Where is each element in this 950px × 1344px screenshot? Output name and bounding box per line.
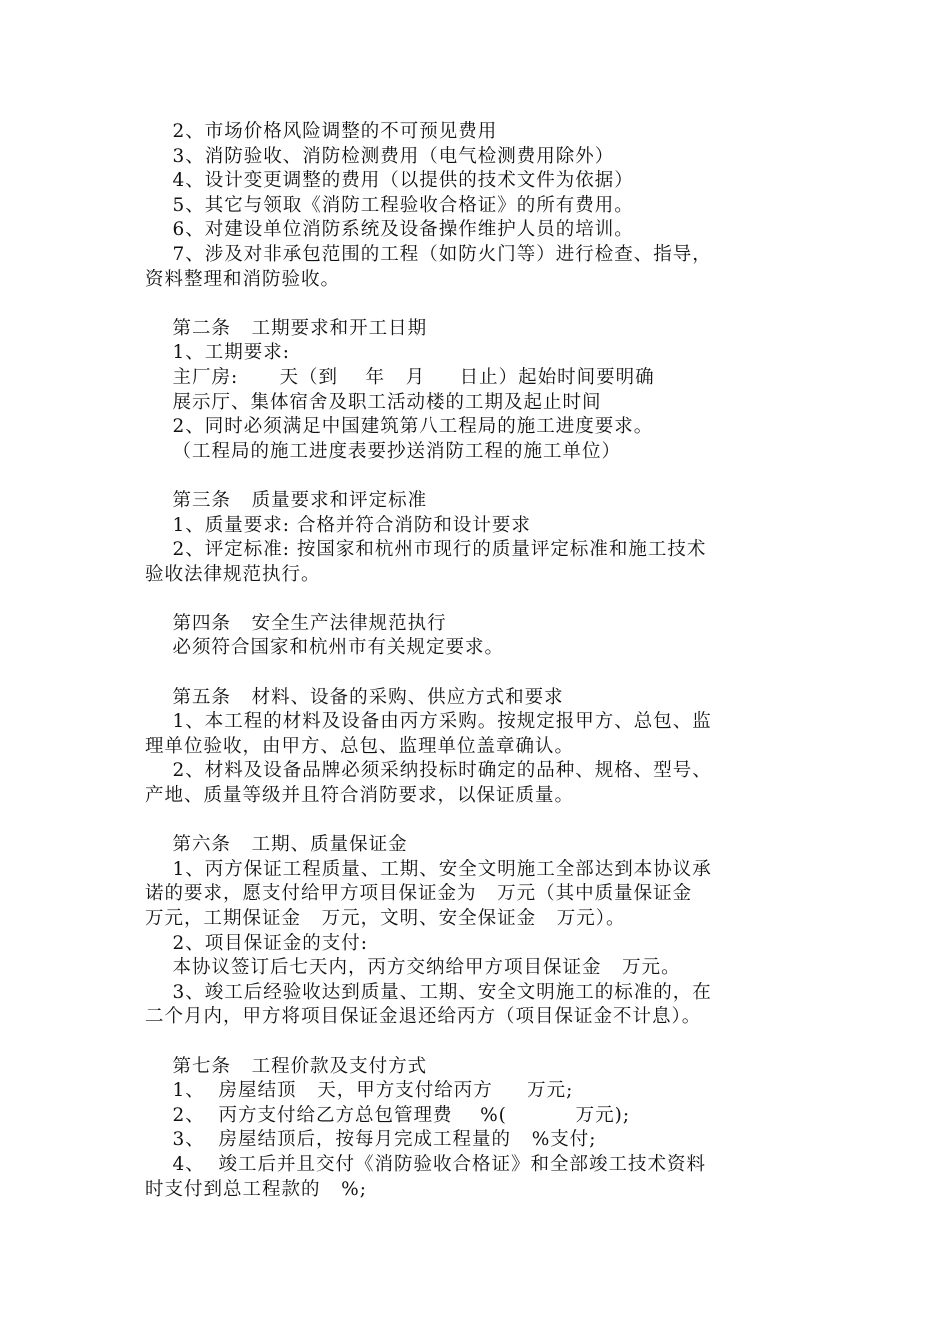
text-line: 资料整理和消防验收。 (145, 268, 341, 290)
text-line: 1、 房屋结顶 天，甲方支付给丙方 万元; (145, 1080, 574, 1102)
text-line: 1、本工程的材料及设备由丙方采购。按规定报甲方、总包、监 (145, 711, 712, 733)
document-body (145, 120, 810, 1202)
text-line: （工程局的施工进度表要抄送消防工程的施工单位） (145, 440, 622, 462)
text-line: 2、市场价格风险调整的不可预见费用 (145, 121, 498, 142)
text-line: 产地、质量等级并且符合消防要求，以保证质量。 (145, 785, 575, 807)
text-line: 2、材料及设备品牌必须采纳投标时确定的品种、规格、型号、 (145, 760, 712, 782)
text-line: 理单位验收，由甲方、总包、监理单位盖章确认。 (145, 735, 575, 757)
text-line: 4、 竣工后并且交付《消防验收合格证》和全部竣工技术资料 (145, 1153, 707, 1175)
text-line: 5、其它与领取《消防工程验收合格证》的所有费用。 (145, 194, 634, 216)
text-line: 3、消防验收、消防检测费用（电气检测费用除外） (145, 145, 615, 167)
text-line: 本协议签订后七天内，丙方交纳给甲方项目保证金 万元。 (145, 957, 681, 979)
text-line: 1、工期要求: (145, 342, 291, 364)
text-line: 1、丙方保证工程质量、工期、安全文明施工全部达到本协议承 (145, 858, 712, 880)
text-line: 2、评定标准: 按国家和杭州市现行的质量评定标准和施工技术 (145, 539, 707, 561)
paragraph-gap (145, 292, 810, 317)
text-line: 必须符合国家和杭州市有关规定要求。 (145, 637, 505, 659)
text-line: 万元，工期保证金 万元，文明、安全保证金 万元）。 (145, 908, 626, 929)
article-heading: 第四条 安全生产法律规范执行 (145, 612, 447, 634)
paragraph-gap (145, 661, 810, 686)
text-line: 主厂房: 天（到 年 月 日止）起始时间要明确 (145, 366, 655, 388)
paragraph-gap (145, 809, 810, 834)
text-line: 4、设计变更调整的费用（以提供的技术文件为依据） (145, 170, 634, 192)
paragraph-gap (145, 587, 810, 612)
text-line: 展示厅、集体宿舍及职工活动楼的工期及起止时间 (145, 391, 602, 413)
paragraph-gap (145, 1030, 810, 1055)
article-heading: 第三条 质量要求和评定标准 (145, 489, 428, 511)
text-line: 验收法律规范执行。 (145, 563, 321, 585)
paragraph-gap (145, 464, 810, 489)
article-heading: 第七条 工程价款及支付方式 (145, 1055, 428, 1077)
article-heading: 第六条 工期、质量保证金 (145, 834, 408, 856)
text-line: 3、 房屋结顶后，按每月完成工程量的 %支付; (145, 1129, 597, 1151)
text-line: 3、竣工后经验收达到质量、工期、安全文明施工的标准的，在 (145, 981, 712, 1003)
text-line: 2、 丙方支付给乙方总包管理费 %( 万元); (145, 1104, 631, 1126)
text-line: 2、项目保证金的支付: (145, 932, 369, 954)
text-line: 1、质量要求: 合格并符合消防和设计要求 (145, 514, 531, 536)
text-line: 7、涉及对非承包范围的工程（如防火门等）进行检查、指导， (145, 243, 712, 265)
text-line: 2、同时必须满足中国建筑第八工程局的施工进度要求。 (145, 416, 654, 438)
text-line: 诺的要求，愿支付给甲方项目保证金为 万元（其中质量保证金 (145, 883, 693, 905)
article-heading: 第五条 材料、设备的采购、供应方式和要求 (145, 686, 564, 708)
article-heading: 第二条 工期要求和开工日期 (145, 317, 428, 339)
text-line: 二个月内，甲方将项目保证金退还给丙方（项目保证金不计息）。 (145, 1006, 702, 1028)
text-line: 时支付到总工程款的 %; (145, 1178, 367, 1200)
text-line: 6、对建设单位消防系统及设备操作维护人员的培训。 (145, 219, 634, 241)
